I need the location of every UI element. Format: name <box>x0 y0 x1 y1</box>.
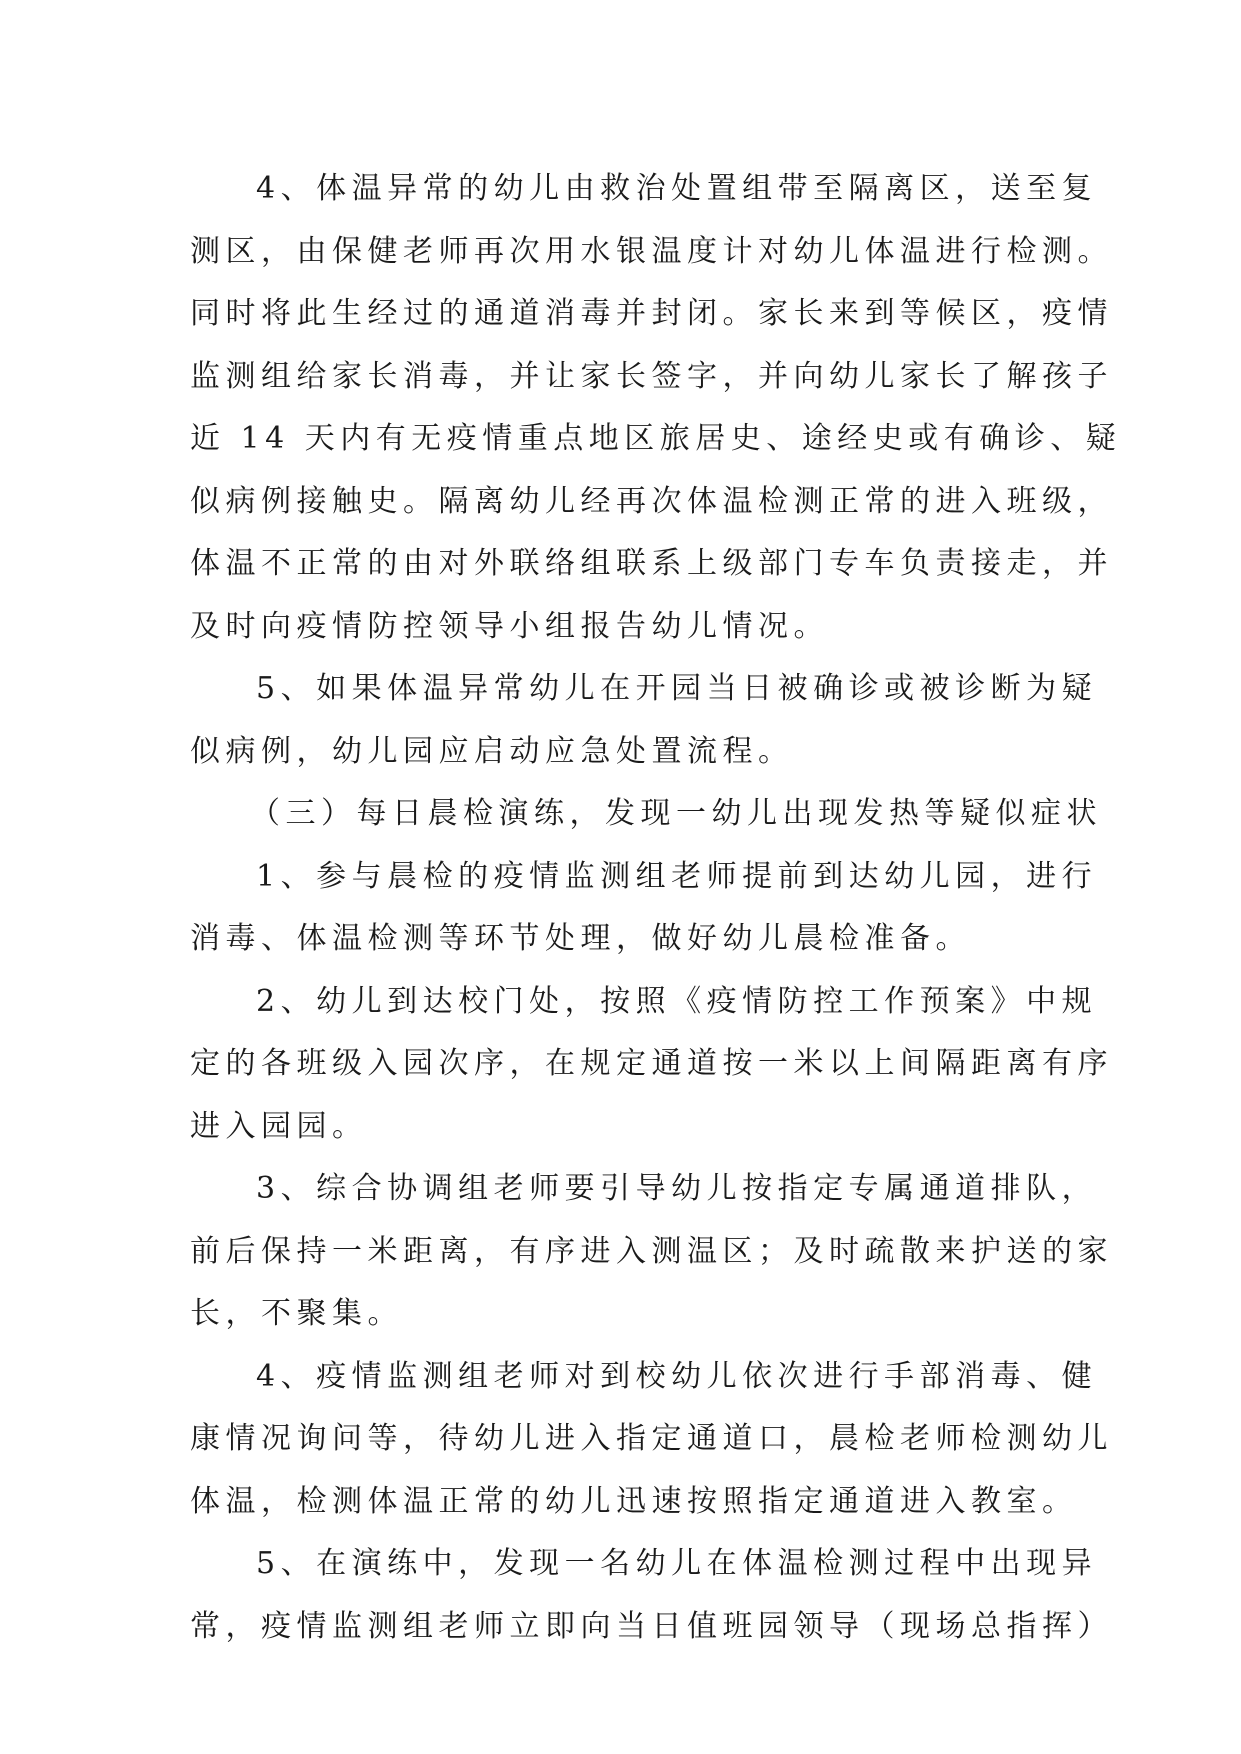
text-line: 3、综合协调组老师要引导幼儿按指定专属通道排队， <box>256 1171 1098 1206</box>
text-line: 4、体温异常的幼儿由救治处置组带至隔离区，送至复 <box>256 171 1098 206</box>
text-line: 定的各班级入园次序，在规定通道按一米以上间隔距离有序 <box>190 1046 1113 1081</box>
text-line: 康情况询问等，待幼儿进入指定通道口，晨检老师检测幼儿 <box>190 1421 1113 1456</box>
text-line: 前后保持一米距离，有序进入测温区；及时疏散来护送的家 <box>190 1233 1113 1269</box>
text-line: 似病例，幼儿园应启动应急处置流程。 <box>190 733 794 769</box>
text-line: 体温，检测体温正常的幼儿迅速按照指定通道进入教室。 <box>190 1483 1078 1519</box>
text-line: 4、疫情监测组老师对到校幼儿依次进行手部消毒、健 <box>256 1358 1098 1394</box>
text-line: 体温不正常的由对外联络组联系上级部门专车负责接走，并 <box>190 546 1113 581</box>
text-line: 5、如果体温异常幼儿在开园当日被确诊或被诊断为疑 <box>256 671 1098 706</box>
text-line: 常，疫情监测组老师立即向当日值班园领导（现场总指挥） <box>190 1608 1113 1644</box>
text-line: 长，不聚集。 <box>190 1296 403 1331</box>
text-line: 1、参与晨检的疫情监测组老师提前到达幼儿园，进行 <box>256 858 1098 894</box>
section-heading: （三）每日晨检演练，发现一幼儿出现发热等疑似症状 <box>250 796 1102 831</box>
text-line: 监测组给家长消毒，并让家长签字，并向幼儿家长了解孩子 <box>190 358 1113 394</box>
text-line: 同时将此生经过的通道消毒并封闭。家长来到等候区，疫情 <box>190 296 1113 331</box>
text-line: 似病例接触史。隔离幼儿经再次体温检测正常的进入班级， <box>190 483 1113 519</box>
text-line: 5、在演练中，发现一名幼儿在体温检测过程中出现异 <box>256 1546 1098 1581</box>
text-line: 测区，由保健老师再次用水银温度计对幼儿体温进行检测。 <box>190 233 1113 269</box>
text-line: 近 14 天内有无疫情重点地区旅居史、途经史或有确诊、疑 <box>190 421 1122 456</box>
text-line: 及时向疫情防控领导小组报告幼儿情况。 <box>190 608 829 644</box>
text-line: 消毒、体温检测等环节处理，做好幼儿晨检准备。 <box>190 921 971 956</box>
document-body <box>190 158 1122 1658</box>
text-line: 2、幼儿到达校门处，按照《疫情防控工作预案》中规 <box>256 983 1098 1019</box>
text-line: 进入园园。 <box>190 1108 368 1144</box>
